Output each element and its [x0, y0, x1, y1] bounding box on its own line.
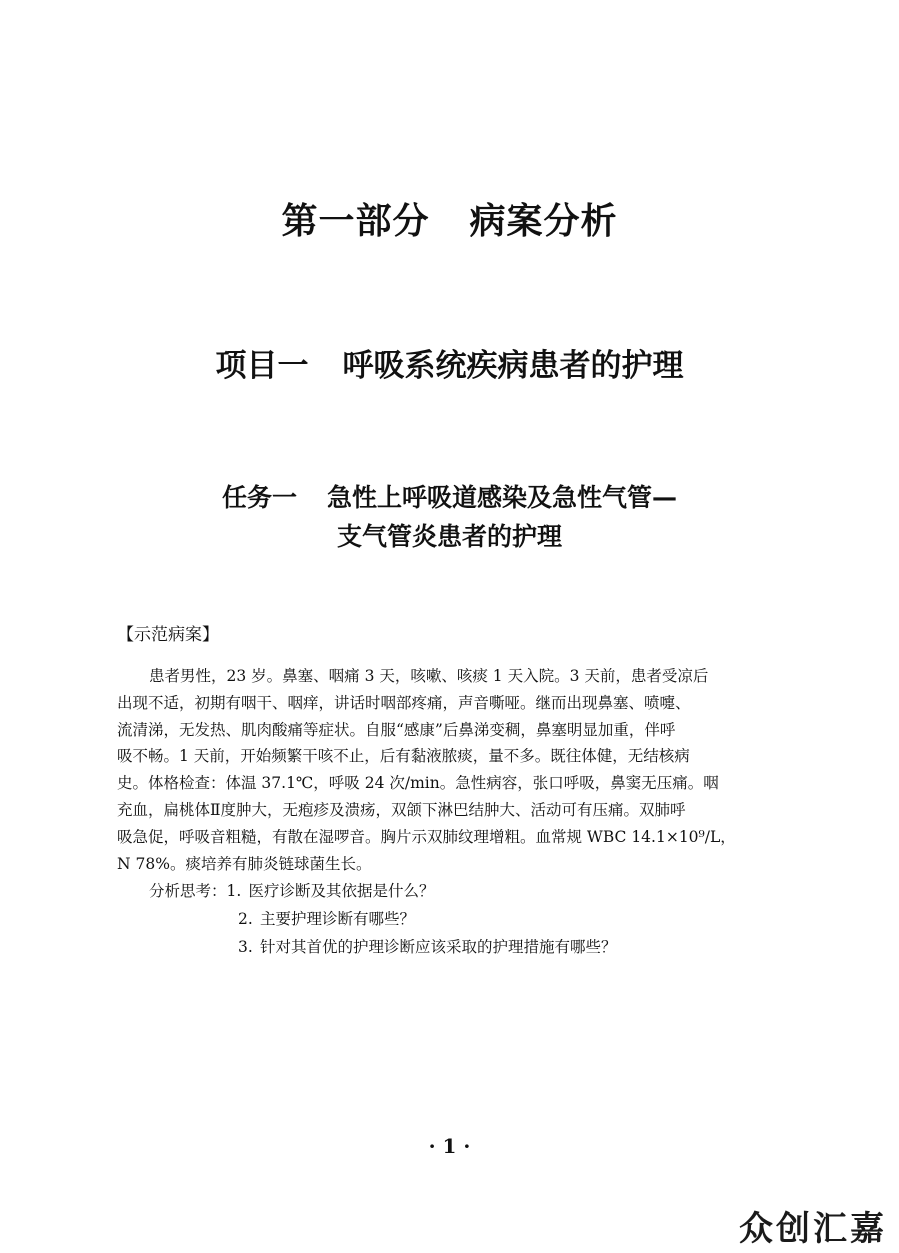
page-number: · 1 · — [428, 1134, 471, 1158]
case-line: 流清涕，无发热、肌肉酸痛等症状。自服“感康”后鼻涕变稠，鼻塞明显加重，伴呼 — [117, 720, 676, 739]
question-item — [117, 933, 784, 961]
task-title-label: 任务一 — [221, 483, 297, 512]
task-title-name-line2: 支气管炎患者的护理 — [336, 522, 562, 551]
case-line: 出现不适，初期有咽干、咽痒，讲话时咽部疼痛，声音嘶哑。继而出现鼻塞、喷嚏、 — [117, 693, 691, 712]
question-item — [117, 877, 784, 905]
part-title-name: 病案分析 — [469, 201, 618, 242]
question-text: 主要护理诊断有哪些？ — [260, 910, 416, 928]
case-line: 吸不畅。1 天前，开始频繁干咳不止，后有黏液脓痰，量不多。既往体健，无结核病 — [117, 747, 690, 766]
question-number: 2. — [238, 910, 253, 928]
question-number: 3. — [238, 938, 253, 956]
question-number: 1. — [226, 882, 242, 900]
task-title — [0, 478, 899, 556]
analysis-lead: 分析思考： — [149, 882, 227, 900]
section-label: 【示范病案】 — [117, 625, 219, 645]
part-title — [0, 196, 899, 248]
watermark-logo: 众创汇嘉 — [739, 1209, 887, 1249]
case-line: 充血，扁桃体Ⅱ度肿大，无疱疹及溃疡，双颌下淋巴结肿大、活动可有压痛。双肺呼 — [117, 800, 686, 819]
case-line: 患者男性，23 岁。鼻塞、咽痛 3 天，咳嗽、咳痰 1 天入院。3 天前，患者受凉后 — [149, 667, 709, 685]
case-line: 吸急促，呼吸音粗糙，有散在湿啰音。胸片示双肺纹理增粗。血常规 WBC 14.1×10⁹/L， — [117, 827, 736, 846]
question-text: 医疗诊断及其依据是什么？ — [248, 882, 435, 900]
part-title-label: 第一部分 — [281, 201, 430, 242]
project-title-name: 呼吸系统疾病患者的护理 — [342, 348, 684, 384]
project-title-label: 项目一 — [215, 348, 309, 384]
question-text: 针对其首优的护理诊断应该采取的护理措施有哪些？ — [260, 938, 617, 956]
task-title-name-line1: 急性上呼吸道感染及急性气管— — [327, 483, 678, 512]
question-item — [117, 905, 784, 933]
analysis-questions — [117, 877, 784, 961]
project-title — [0, 342, 899, 390]
case-line: N 78%。痰培养有肺炎链球菌生长。 — [117, 854, 372, 873]
case-line: 史。体格检查：体温 37.1℃，呼吸 24 次/min。急性病容，张口呼吸，鼻窦无压痛。咽 — [117, 774, 719, 793]
case-description — [117, 663, 784, 877]
